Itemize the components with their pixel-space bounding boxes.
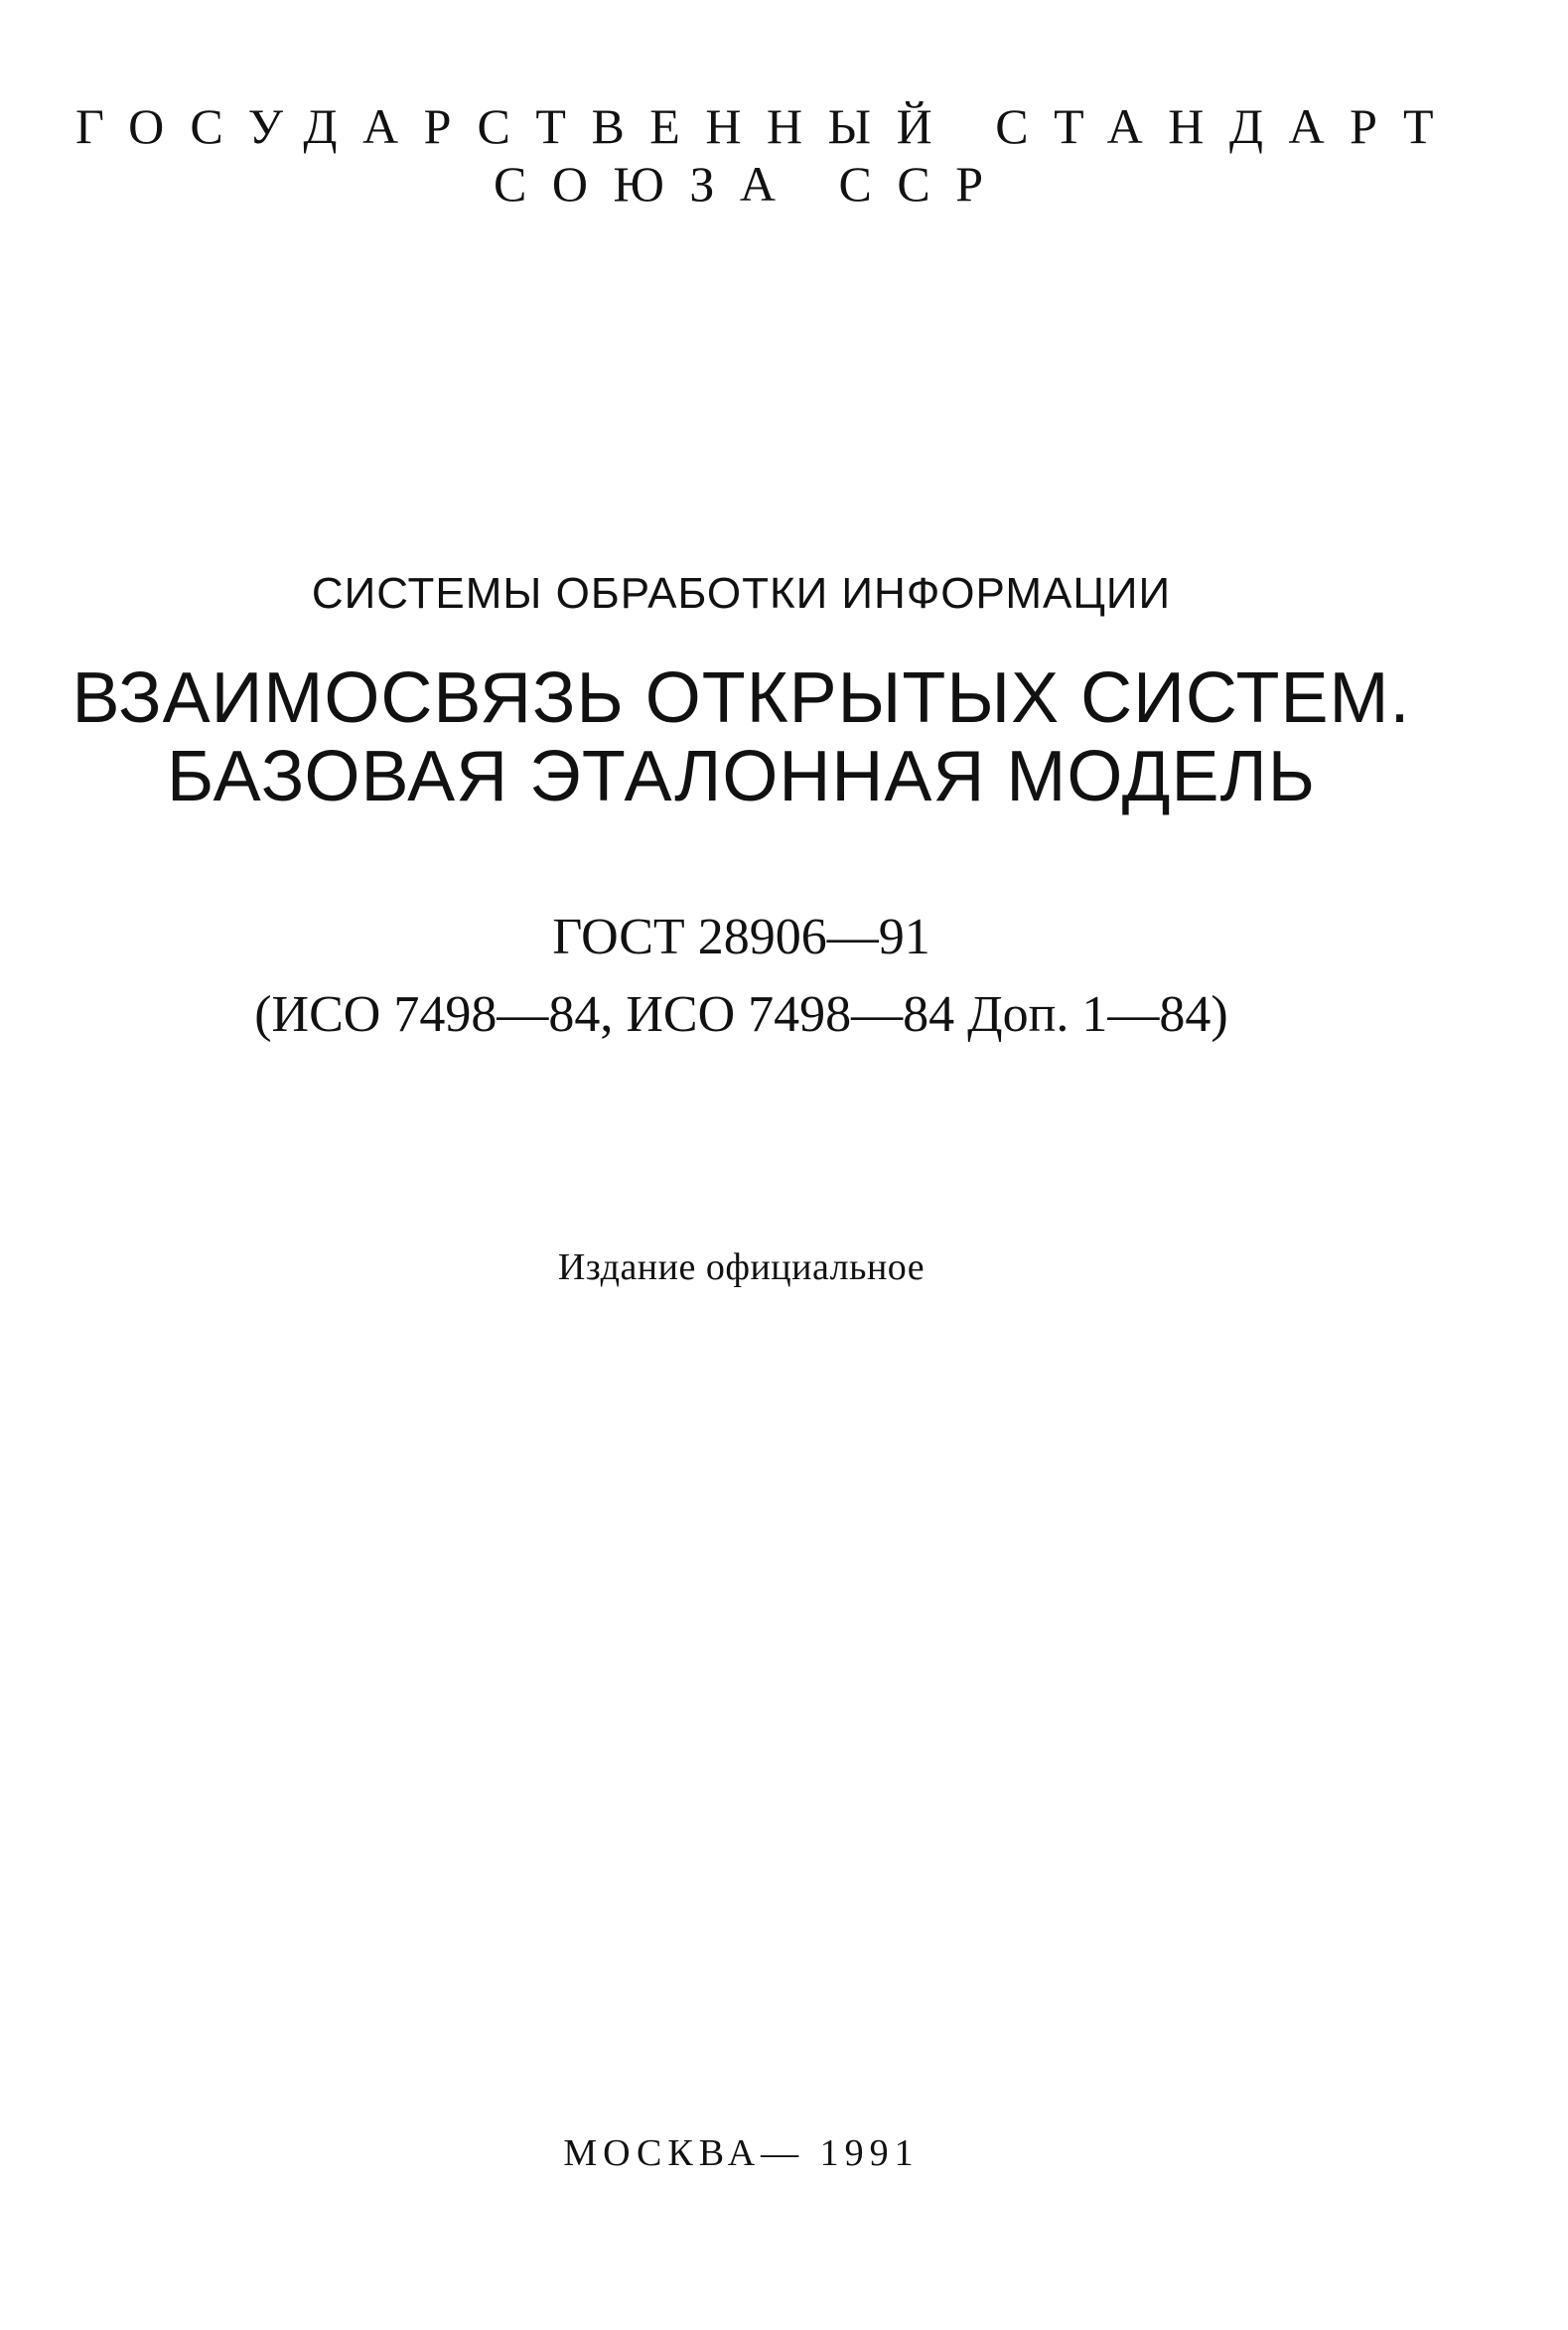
publisher-header-line-1: ГОСУДАРСТВЕННЫЙ СТАНДАРТ [75,98,1460,154]
series-title: СИСТЕМЫ ОБРАБОТКИ ИНФОРМАЦИИ [311,569,1172,618]
publisher-header-line-2: СОЮЗА ССР [494,156,1009,212]
document-title-line-1: ВЗАИМОСВЯЗЬ ОТКРЫТЫХ СИСТЕМ. [71,658,1411,738]
imprint-city-year: МОСКВА— 1991 [563,2132,920,2174]
iso-reference: (ИСО 7498—84, ИСО 7498—84 Доп. 1—84) [254,986,1228,1043]
standard-number: ГОСТ 28906—91 [552,909,930,965]
edition-note: Издание официальное [557,1246,926,1288]
document-title-line-2: БАЗОВАЯ ЭТАЛОННАЯ МОДЕЛЬ [166,737,1317,816]
